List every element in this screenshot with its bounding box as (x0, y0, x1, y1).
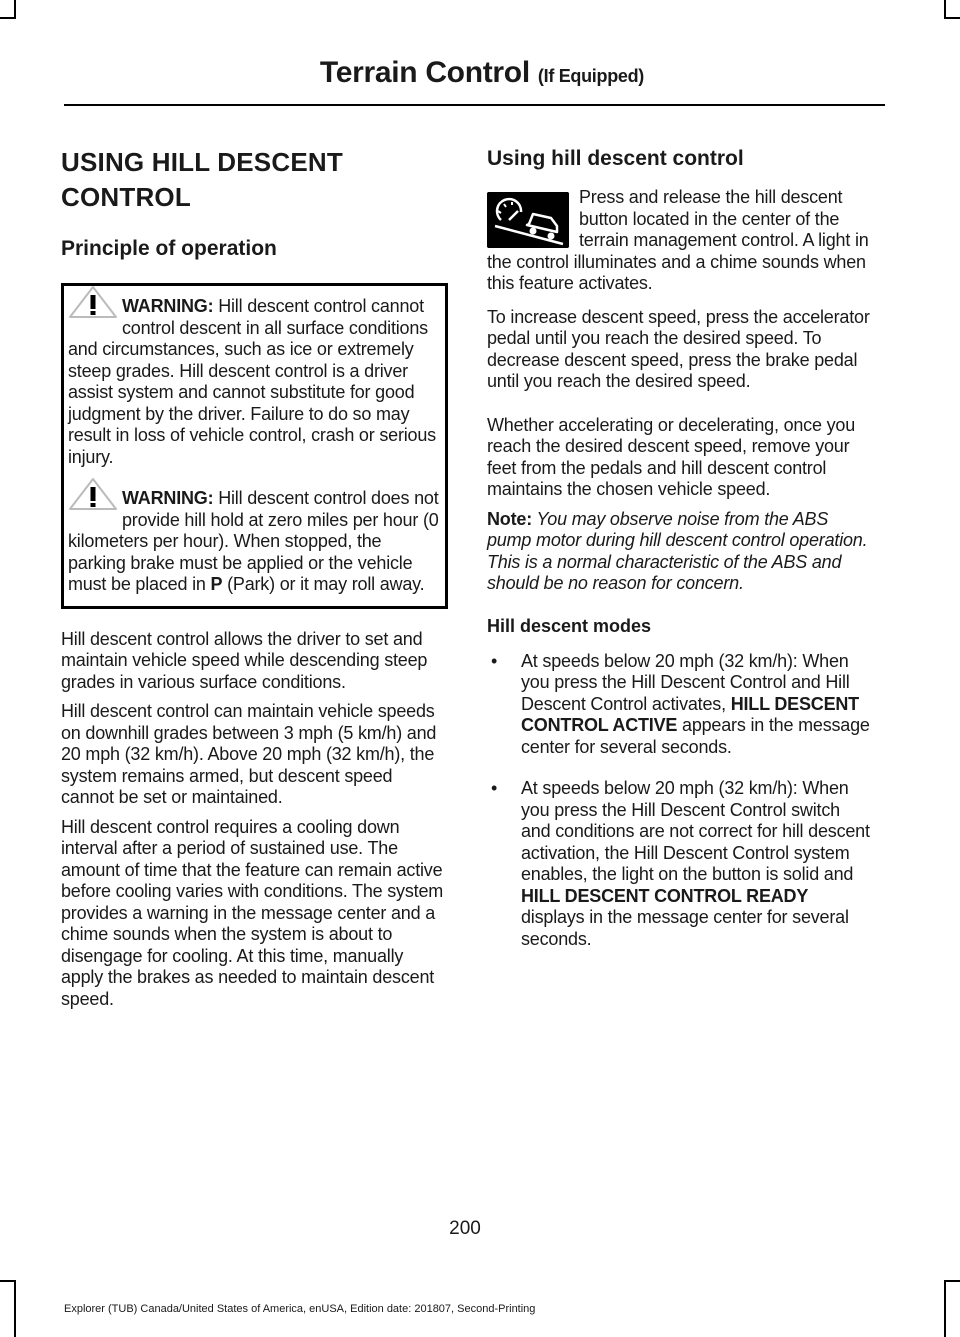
page-number: 200 (449, 1218, 481, 1239)
list-item (487, 651, 871, 759)
warning-triangle-icon (66, 284, 120, 320)
message-text: HILL DESCENT CONTROL READY (521, 885, 809, 906)
modes-heading: Hill descent modes (487, 615, 652, 636)
warning-item (68, 488, 439, 596)
warning-label: WARNING: (122, 488, 214, 508)
list-item-text-end: appears in the message center for several seconds. (521, 715, 870, 757)
bullet: • (491, 778, 498, 798)
page-header-title (320, 56, 644, 90)
crop-mark (14, 1280, 16, 1337)
crop-mark (0, 1280, 16, 1282)
warning-text: Hill descent control cannot control descent in all surface conditions and circumstances, such as ice or extremely steep grades. Hill descent control is a driver assist system and cannot substitute for good judgment by the driver. Failure to do so may result in loss of vehicle control, crash or serious injury. (68, 296, 436, 467)
crop-mark (944, 17, 960, 19)
list-item (487, 778, 871, 950)
subsection-heading: Using hill descent control (487, 147, 744, 170)
body-paragraph (487, 187, 871, 295)
chapter-title: Terrain Control (319, 56, 530, 89)
warning-box (61, 283, 448, 609)
body-paragraph: To increase descent speed, press the accelerator pedal until you reach the desired speed. To decrease descent speed, press the brake pedal until you reach the desired speed. (487, 306, 870, 391)
crop-mark (944, 1280, 960, 1282)
body-paragraph: Whether accelerating or decelerating, once you reach the desired descent speed, remove your feet from the pedals and hill descent control maintains the chosen vehicle speed. (487, 414, 856, 499)
right-column (487, 145, 871, 961)
warning-item (68, 296, 439, 468)
warning-text: Hill descent control does not provide hill hold at zero miles per hour (0 kilometers per hour). When stopped, the parking brake must be applied or the vehicle must be placed in (68, 488, 439, 594)
list-item-text-end: displays in the message center for several seconds. (521, 907, 849, 949)
chapter-title-suffix: (If Equipped) (537, 66, 644, 86)
crop-mark (944, 1280, 946, 1337)
list-item-text: At speeds below 20 mph (32 km/h): When you press the Hill Descent Control and Hill Descent Control activates, (521, 650, 850, 714)
hdc-instruction: Press and release the hill descent button located in the center of the terrain management control. A light in the control illuminates and a chime sounds when this feature activates. (487, 187, 869, 293)
crop-mark (0, 17, 16, 19)
section-heading: USING HILL DESCENT CONTROL (61, 147, 343, 212)
note-label: Note: (487, 508, 532, 529)
body-paragraph: Hill descent control allows the driver to set and maintain vehicle speed while descending steep grades in various surface conditions. (61, 628, 428, 692)
left-column (61, 145, 445, 1018)
header-rule (64, 104, 885, 106)
subsection-heading: Principle of operation (61, 237, 277, 260)
footer-text: Explorer (TUB) Canada/United States of America, enUSA, Edition date: 201807, Second-Printing (64, 1303, 536, 1315)
note-text: You may observe noise from the ABS pump motor during hill descent control operation. This is a normal characteristic of the ABS and should be no reason for concern. (487, 508, 868, 593)
warning-label: WARNING: (122, 296, 214, 316)
hill-descent-icon (487, 192, 569, 248)
body-paragraph: Hill descent control can maintain vehicle speeds on downhill grades between 3 mph (5 km/h) and 20 mph (32 km/h). Above 20 mph (32 km/h), the system remains armed, but descent speed cannot be set or maintained. (61, 701, 437, 807)
body-paragraph: Hill descent control requires a cooling down interval after a period of sustained use. The amount of time that the feature can remain active before cooling varies with conditions. The system provides a warning in the message center and a chime sounds when the system is about to disengage for cooling. At this time, manually apply the brakes as needed to maintain descent speed. (61, 816, 444, 1009)
message-text: HILL DESCENT CONTROL ACTIVE (521, 693, 859, 735)
warning-triangle-icon (66, 476, 120, 512)
warning-text-end: (Park) or it may roll away. (222, 574, 425, 594)
park-letter: P (210, 574, 223, 594)
bullet: • (491, 650, 498, 671)
crop-mark (14, 0, 16, 18)
note-paragraph (487, 509, 871, 595)
crop-mark (944, 0, 946, 18)
list-item-text: At speeds below 20 mph (32 km/h): When you press the Hill Descent Control switch and conditions are not correct for hill descent activation, the Hill Descent Control system enables, the light on the button is solid and (521, 778, 870, 884)
